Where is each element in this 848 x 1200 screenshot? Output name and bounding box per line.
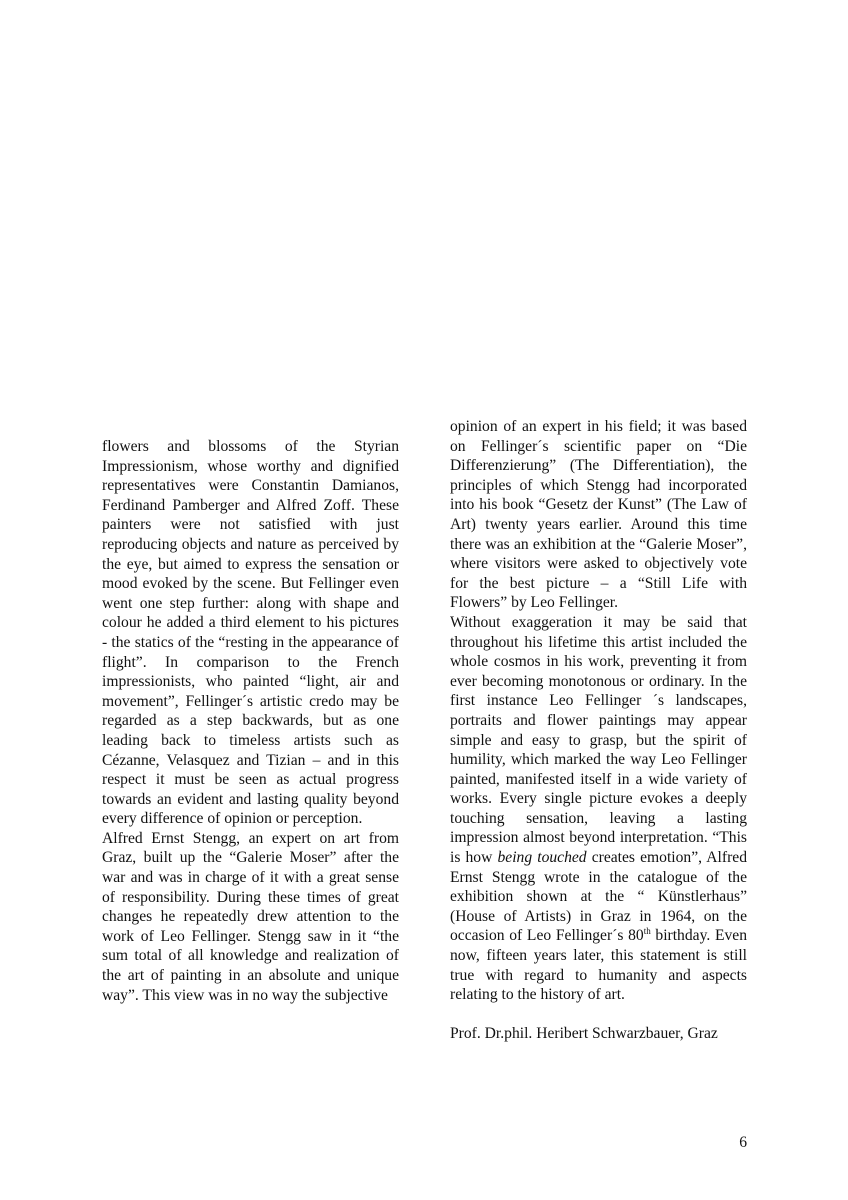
paragraph: opinion of an expert in his field; it was based on Fellinger´s scientific paper on “Die Differenzierung” (The Differentiation), the principles of which Stengg had incorporated into his book “Gesetz der Kunst” (The Law of Art) twenty years earlier. Around this time there was an exhibition at the “Galerie Moser”, where visitors were asked to objectively vote for the best picture – a “Still Life with Flowers” by Leo Fellinger. <box>450 418 747 612</box>
ordinal-superscript: th <box>643 926 651 937</box>
right-text-column <box>450 417 747 1044</box>
text-run: birthday. Even now, fifteen years later, this statement is still true with regard to humanity and aspects relating to the history of art. <box>450 927 747 1004</box>
author-signature: Prof. Dr.phil. Heribert Schwarzbauer, Graz <box>450 1025 718 1043</box>
emphasis-text: being touched <box>497 849 587 867</box>
paragraph <box>450 613 747 1005</box>
page-number: 6 <box>739 1134 747 1151</box>
paragraph: flowers and blossoms of the Styrian Impressionism, whose worthy and dignified representatives were Constantin Damianos, Ferdinand Pamberger and Alfred Zoff. These painters were not satisfied with just reproducing objects and nature as perceived by the eye, but aimed to express the sensation or mood evoked by the scene. But Fellinger even went one step further: along with shape and colour he added a third element to his pictures - the statics of the “resting in the appearance of flight”. In comparison to the French impressionists, who painted “light, air and movement”, Fellinger´s artistic credo may be regarded as a step backwards, but as one leading back to timeless artists such as Cézanne, Velasquez and Tizian – and in this respect it must be seen as actual progress towards an evident and lasting quality beyond every difference of opinion or perception. <box>102 438 399 828</box>
paragraph: Alfred Ernst Stengg, an expert on art from Graz, built up the “Galerie Moser” after the war and was in charge of it with a great sense of responsibility. During these times of great changes he repeatedly drew attention to the work of Leo Fellinger. Stengg saw in it “the sum total of all knowledge and realization of the art of painting in an absolute and unique way”. This view was in no way the subjective <box>102 829 399 1004</box>
left-text-column <box>102 437 399 1005</box>
text-run: creates emotion”, Alfred Ernst Stengg wrote in the catalogue of the exhibition shown at the “ Künstlerhaus” (House of Artists) in Graz in 1964, on the occasion of Leo Fellinger´s 80 <box>450 849 747 945</box>
text-run: Without exaggeration it may be said that throughout his lifetime this artist included the whole cosmos in his work, preventing it from ever becoming monotonous or ordinary. In the first instance Leo Fellinger ´s landscapes, portraits and flower paintings may appear simple and easy to grasp, but the spirit of humility, which marked the way Leo Fellinger painted, manifested itself in a wide variety of works. Every single picture evokes a deeply touching sensation, leaving a lasting impression almost beyond interpretation. “This is how <box>450 613 747 867</box>
